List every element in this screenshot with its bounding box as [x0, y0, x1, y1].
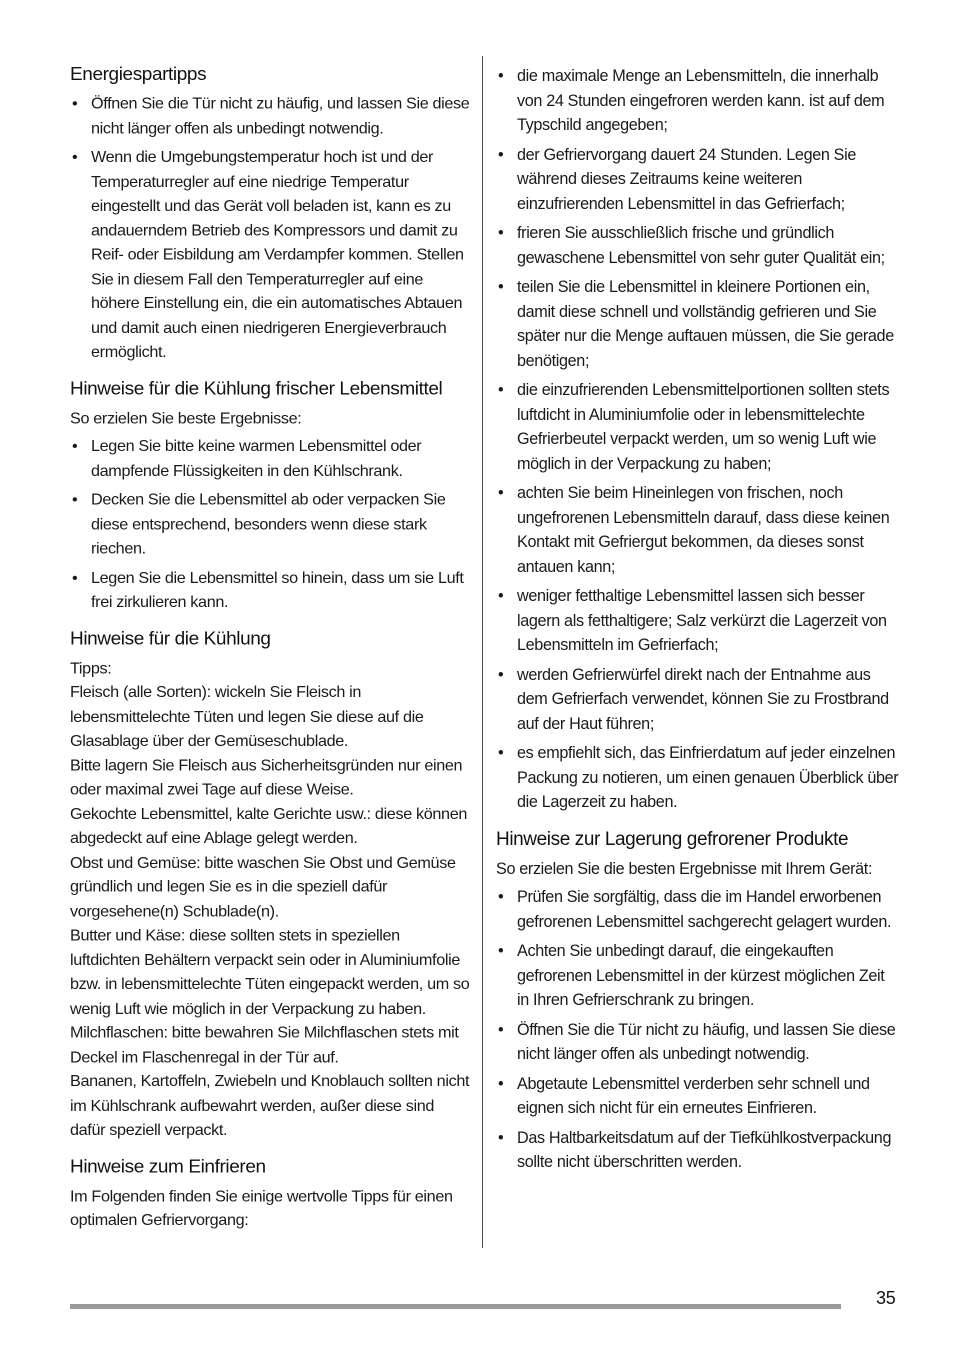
section-fresh-food: [70, 376, 470, 614]
list-item: • werden Gefrierwürfel direkt nach der Entnahme aus dem Gefrierfach verwendet, können Sie zu Frostbrand auf der Haut führen;: [496, 663, 900, 737]
energy-tips-list: [70, 92, 470, 364]
page-number: 35: [876, 1288, 896, 1308]
column-divider: [482, 56, 483, 1248]
cooling-paragraph: Fleisch (alle Sorten): wickeln Sie Fleisch in lebensmittelechte Tüten und legen Sie diese auf die Glasablage über der Gemüseschublade.: [70, 683, 424, 750]
heading-cooling: Hinweise für die Kühlung: [70, 628, 271, 650]
cooling-paragraph: Butter und Käse: diese sollten stets in speziellen luftdichten Behältern verpackt sein oder in Aluminiumfolie bzw. in lebensmittelechte Tüten eingepackt werden, um so wenig Luft wie möglich in der Verpackung zu haben.: [70, 926, 470, 1018]
section-freezing: [70, 1154, 470, 1232]
cooling-paragraph: Tipps:: [70, 658, 112, 677]
list-item: • Legen Sie die Lebensmittel so hinein, dass um sie Luft frei zirkulieren kann.: [70, 566, 470, 615]
list-item: • Abgetaute Lebensmittel verderben sehr schnell und eignen sich nicht für ein erneutes Einfrieren.: [496, 1072, 900, 1121]
list-item: • Achten Sie unbedingt darauf, die eingekauften gefrorenen Lebensmittel in der kürzest möglichen Zeit in Ihren Gefrierschrank zu bringen.: [496, 939, 900, 1013]
section-frozen-storage: [496, 827, 900, 1175]
list-item: • die einzufrierenden Lebensmittelportionen sollten stets luftdicht in Aluminiumfolie oder in lebensmittelechte Gefrierbeutel verpackt werden, um so wenig Luft wie möglich in der Verpackung zu haben;: [496, 378, 900, 476]
list-item: • teilen Sie die Lebensmittel in kleinere Portionen ein, damit diese schnell und vollständig gefrieren und Sie später nur die Menge auftauen müssen, die Sie gerade benötigen;: [496, 275, 900, 373]
list-item: • Öffnen Sie die Tür nicht zu häufig, und lassen Sie diese nicht länger offen als unbedingt notwendig.: [70, 92, 470, 141]
frozen-storage-list: [496, 885, 900, 1175]
list-item: • weniger fetthaltige Lebensmittel lassen sich besser lagern als fetthaltigere; Salz verkürzt die Lagerzeit von Lebensmitteln im Gefrierfach;: [496, 584, 900, 658]
cooling-paragraph: Milchflaschen: bitte bewahren Sie Milchflaschen stets mit Deckel im Flaschenregal in der Tür auf.: [70, 1023, 459, 1066]
cooling-paragraph: Bananen, Kartoffeln, Zwiebeln und Knoblauch sollten nicht im Kühlschrank aufbewahrt werden, außer diese sind dafür speziell verpackt.: [70, 1072, 470, 1139]
cooling-paragraph: Gekochte Lebensmittel, kalte Gerichte usw.: diese können abgedeckt auf eine Ablage gelegt werden.: [70, 804, 468, 848]
list-item: • frieren Sie ausschließlich frische und gründlich gewaschene Lebensmittel von sehr guter Qualität ein;: [496, 221, 900, 270]
right-column: [496, 64, 900, 1187]
list-item: • die maximale Menge an Lebensmitteln, die innerhalb von 24 Stunden eingefroren werden kann. ist auf dem Typschild angegeben;: [496, 64, 900, 138]
list-item: • achten Sie beim Hineinlegen von frischen, noch ungefrorenen Lebensmitteln darauf, dass diese keinen Kontakt mit Gefriergut bekommen, da dieses sonst antauen kann;: [496, 481, 900, 579]
section-cooling: [70, 626, 470, 1142]
list-item: • Decken Sie die Lebensmittel ab oder verpacken Sie diese entsprechend, besonders wenn diese stark riechen.: [70, 488, 470, 561]
list-item: • es empfiehlt sich, das Einfrierdatum auf jeder einzelnen Packung zu notieren, um einen genauen Überblick über die Lagerzeit zu haben.: [496, 741, 900, 815]
section-freezing-continued: [496, 64, 900, 815]
section-energy-tips: [70, 62, 470, 364]
fresh-food-intro: So erzielen Sie beste Ergebnisse:: [70, 408, 302, 427]
freezing-tips-list: [496, 64, 900, 815]
heading-frozen-storage: Hinweise zur Lagerung gefrorener Produkte: [496, 828, 849, 850]
cooling-paragraph: Obst und Gemüse: bitte waschen Sie Obst und Gemüse gründlich und legen Sie es in die speziell dafür vorgesehene(n) Schublade(n).: [70, 853, 456, 920]
list-item: • Öffnen Sie die Tür nicht zu häufig, und lassen Sie diese nicht länger offen als unbedingt notwendig.: [496, 1018, 900, 1067]
heading-freezing: Hinweise zum Einfrieren: [70, 1156, 266, 1178]
fresh-food-list: [70, 434, 470, 614]
list-item: • Legen Sie bitte keine warmen Lebensmittel oder dampfende Flüssigkeiten in den Kühlschrank.: [70, 434, 470, 483]
list-item: • Prüfen Sie sorgfältig, dass die im Handel erworbenen gefrorenen Lebensmittel sachgerecht gelagert wurden.: [496, 885, 900, 934]
frozen-storage-intro: So erzielen Sie die besten Ergebnisse mit Ihrem Gerät:: [496, 859, 873, 878]
footer-rule: [70, 1304, 841, 1309]
list-item: • Das Haltbarkeitsdatum auf der Tiefkühlkostverpackung sollte nicht überschritten werden.: [496, 1126, 900, 1175]
list-item: • der Gefriervorgang dauert 24 Stunden. Legen Sie während dieses Zeitraums keine weiteren einzufrierenden Lebensmittel in das Gefrierfach;: [496, 143, 900, 217]
heading-energy-tips: Energiespartipps: [70, 63, 207, 85]
left-column: [70, 62, 470, 1245]
freezing-intro: Im Folgenden finden Sie einige wertvolle Tipps für einen optimalen Gefriervorgang:: [70, 1186, 453, 1230]
cooling-paragraph: Bitte lagern Sie Fleisch aus Sicherheitsgründen nur einen oder maximal zwei Tage auf diese Weise.: [70, 756, 463, 799]
heading-fresh-food: Hinweise für die Kühlung frischer Lebensmittel: [70, 378, 443, 399]
list-item: • Wenn die Umgebungstemperatur hoch ist und der Temperaturregler auf eine niedrige Temperatur eingestellt und das Gerät voll beladen ist, kann es zu andauerndem Betrieb des Kompressors und damit zu Reif- oder Eisbildung am Verdampfer kommen. Stellen Sie in diesem Fall den Temperaturregler auf eine höhere Einstellung ein, die ein automatisches Abtauen und damit auch einen niedrigeren Energieverbrauch ermöglicht.: [70, 145, 470, 364]
